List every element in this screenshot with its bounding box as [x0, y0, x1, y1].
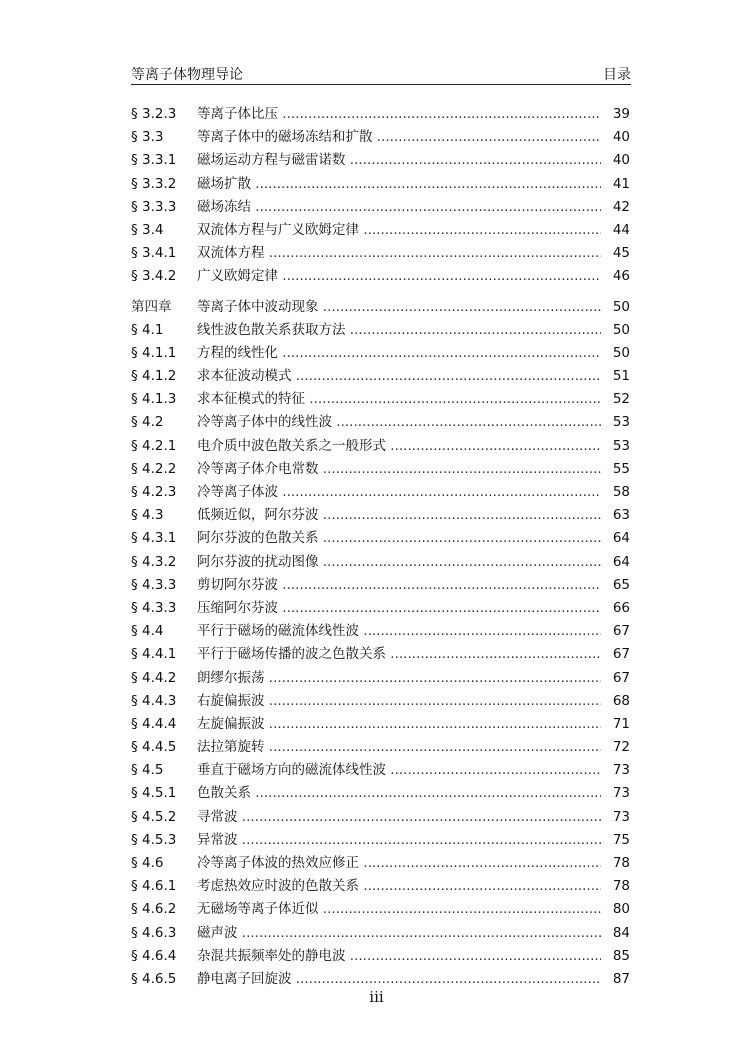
toc-entry — [131, 481, 631, 504]
toc-entry-page: 53 — [612, 414, 630, 431]
header-rule — [131, 84, 631, 85]
toc-entry-page: 44 — [612, 221, 630, 238]
toc-entry-number: § 4.1.1 — [131, 344, 177, 361]
toc-entry-title: 磁场冻结 ..... — [197, 196, 601, 219]
toc-entry-title: 静电离子回旋波 ..... — [197, 968, 601, 991]
toc-entry-title: 阿尔芬波的扰动图像 ..... — [197, 551, 601, 574]
toc-entry-page: 40 — [612, 152, 630, 169]
toc-entry-number: 第四章 — [131, 298, 172, 315]
toc-entry-title: 无磁场等离子体近似 ..... — [197, 898, 601, 921]
toc-entry-page: 52 — [612, 391, 630, 408]
toc-entry-title: 低频近似，阿尔芬波 ..... — [197, 504, 601, 527]
toc-entry-title: 等离子体中的磁场冻结和扩散 ..... — [197, 126, 601, 149]
toc-entry-number: § 4.1.3 — [131, 391, 177, 408]
toc-entry-title: 冷等离子体波的热效应修正 ..... — [197, 852, 601, 875]
toc-entry-page: 65 — [612, 576, 630, 593]
toc-entry-page: 67 — [612, 623, 630, 640]
toc-entry-title: 朗缪尔振荡 ..... — [197, 667, 601, 690]
toc-entry-page: 45 — [612, 245, 630, 262]
toc-entry — [131, 643, 631, 666]
toc-entry-page: 50 — [612, 344, 630, 361]
toc-entry-number: § 4.6 — [131, 855, 164, 871]
section-title: 目录 — [603, 67, 631, 83]
toc-entry — [131, 342, 631, 365]
toc-entry-title: 双流体方程 ..... — [197, 242, 601, 265]
toc-entry — [131, 782, 631, 805]
toc-entry-page: 55 — [612, 460, 630, 477]
toc-entry-page: 85 — [612, 947, 630, 964]
table-of-contents — [131, 103, 631, 991]
toc-entry — [131, 667, 631, 690]
toc-entry-number: § 4.4.5 — [131, 739, 177, 756]
toc-entry — [131, 103, 631, 126]
running-header — [131, 60, 631, 84]
toc-entry-number: § 3.3.2 — [131, 175, 177, 192]
toc-entry-title: 求本征模式的特征 ..... — [197, 388, 601, 411]
toc-entry — [131, 620, 631, 643]
toc-entry-title: 冷等离子体介电常数 ..... — [197, 458, 601, 481]
toc-entry-number: § 4.3 — [131, 507, 164, 524]
toc-entry-title: 磁场扩散 ..... — [197, 173, 601, 196]
toc-entry-page: 78 — [612, 855, 630, 871]
toc-entry — [131, 242, 631, 265]
toc-entry-number: § 4.4.4 — [131, 715, 177, 732]
toc-entry-number: § 4.6.4 — [131, 947, 177, 964]
toc-entry-number: § 3.4.1 — [131, 245, 177, 262]
toc-entry-title: 等离子体中波动现象 ..... — [197, 296, 601, 319]
toc-entry-number: § 4.2 — [131, 414, 164, 431]
toc-entry-number: § 3.3.1 — [131, 152, 177, 169]
toc-entry — [131, 265, 631, 288]
toc-entry-page: 67 — [612, 669, 630, 686]
toc-entry — [131, 852, 631, 875]
toc-entry-page: 53 — [612, 437, 630, 454]
toc-entry — [131, 458, 631, 481]
toc-entry-title: 右旋偏振波 ..... — [197, 690, 601, 713]
toc-entry-page: 75 — [612, 831, 630, 848]
toc-entry-title: 垂直于磁场方向的磁流体线性波 ..... — [197, 759, 601, 782]
toc-entry-title: 杂混共振频率处的静电波 ..... — [197, 945, 601, 968]
toc-entry — [131, 875, 631, 898]
toc-entry-number: § 3.3.3 — [131, 198, 177, 215]
toc-chapter-entry — [131, 296, 631, 319]
toc-entry-number: § 4.6.1 — [131, 878, 177, 895]
toc-entry-page: 66 — [612, 599, 630, 616]
toc-entry-page: 73 — [612, 808, 630, 825]
toc-entry-page: 73 — [612, 785, 630, 802]
toc-entry-page: 39 — [612, 106, 630, 122]
toc-entry-number: § 4.1 — [131, 321, 164, 338]
toc-entry-title: 电介质中波色散关系之一般形式 ..... — [197, 435, 601, 458]
toc-entry — [131, 435, 631, 458]
toc-entry-number: § 4.2.3 — [131, 484, 177, 500]
toc-entry-number: § 4.5.3 — [131, 831, 177, 848]
toc-entry-number: § 3.4 — [131, 221, 164, 238]
toc-entry-title: 冷等离子体波 ..... — [197, 481, 601, 504]
toc-entry-page: 50 — [612, 298, 630, 315]
toc-entry-number: § 4.4.3 — [131, 692, 177, 709]
toc-entry-title: 压缩阿尔芬波 ..... — [197, 597, 601, 620]
toc-entry — [131, 597, 631, 620]
toc-entry — [131, 196, 631, 219]
toc-entry-number: § 3.3 — [131, 129, 164, 146]
toc-entry — [131, 551, 631, 574]
toc-entry-page: 87 — [612, 970, 630, 987]
toc-entry-number: § 4.3.3 — [131, 599, 177, 616]
page-number: iii — [369, 988, 384, 1006]
toc-entry-page: 46 — [612, 268, 630, 285]
toc-entry-number: § 4.3.1 — [131, 530, 177, 547]
toc-entry — [131, 736, 631, 759]
toc-entry-title: 等离子体比压 ..... — [197, 103, 601, 126]
toc-entry-number: § 4.5.1 — [131, 785, 177, 802]
toc-entry-page: 80 — [612, 901, 630, 918]
toc-entry — [131, 829, 631, 852]
toc-entry-page: 68 — [612, 692, 630, 709]
toc-entry-number: § 4.1.2 — [131, 368, 177, 385]
toc-entry-number: § 3.4.2 — [131, 268, 177, 285]
toc-entry — [131, 574, 631, 597]
toc-entry-title: 平行于磁场传播的波之色散关系 ..... — [197, 643, 601, 666]
toc-entry-title: 冷等离子体中的线性波 ..... — [197, 411, 601, 434]
toc-entry-title: 磁场运动方程与磁雷诺数 ..... — [197, 149, 601, 172]
toc-entry-title: 阿尔芬波的色散关系 ..... — [197, 527, 601, 550]
toc-entry-page: 50 — [612, 321, 630, 338]
toc-entry — [131, 365, 631, 388]
toc-entry-number: § 4.2.2 — [131, 460, 177, 477]
toc-entry — [131, 922, 631, 945]
toc-entry-title: 法拉第旋转 ..... — [197, 736, 601, 759]
toc-entry-number: § 3.2.3 — [131, 106, 177, 122]
toc-entry-title: 剪切阿尔芬波 ..... — [197, 574, 601, 597]
toc-entry — [131, 898, 631, 921]
toc-entry — [131, 759, 631, 782]
toc-entry-number: § 4.3.2 — [131, 553, 177, 570]
toc-entry-page: 42 — [612, 198, 630, 215]
toc-entry-title: 平行于磁场的磁流体线性波 ..... — [197, 620, 601, 643]
toc-entry-title: 磁声波 ..... — [197, 922, 601, 945]
toc-entry — [131, 690, 631, 713]
toc-entry-number: § 4.6.3 — [131, 924, 177, 941]
toc-entry-number: § 4.2.1 — [131, 437, 177, 454]
toc-entry-title: 线性波色散关系获取方法 ..... — [197, 319, 601, 342]
toc-entry-title: 求本征波动模式 ..... — [197, 365, 601, 388]
toc-entry-number: § 4.6.5 — [131, 970, 177, 987]
toc-entry — [131, 126, 631, 149]
toc-entry-page: 58 — [612, 484, 630, 500]
toc-entry — [131, 173, 631, 196]
toc-entry — [131, 806, 631, 829]
toc-entry-number: § 4.4.1 — [131, 646, 177, 663]
toc-entry — [131, 713, 631, 736]
toc-entry-page: 64 — [612, 530, 630, 547]
toc-entry-number: § 4.3.3 — [131, 576, 177, 593]
toc-entry-title: 广义欧姆定律 ..... — [197, 265, 601, 288]
toc-entry-number: § 4.5.2 — [131, 808, 177, 825]
toc-entry-page: 41 — [612, 175, 630, 192]
book-title: 等离子体物理导论 — [131, 67, 243, 83]
toc-entry-title: 色散关系 ..... — [197, 782, 601, 805]
toc-entry-page: 72 — [612, 739, 630, 756]
toc-entry-page: 73 — [612, 762, 630, 779]
toc-entry-number: § 4.6.2 — [131, 901, 177, 918]
toc-entry — [131, 945, 631, 968]
toc-entry-number: § 4.4.2 — [131, 669, 177, 686]
toc-entry-page: 78 — [612, 878, 630, 895]
toc-entry-title: 考虑热效应时波的色散关系 ..... — [197, 875, 601, 898]
toc-entry-number: § 4.5 — [131, 762, 164, 779]
toc-entry-number: § 4.4 — [131, 623, 164, 640]
toc-entry — [131, 388, 631, 411]
toc-entry — [131, 411, 631, 434]
toc-entry-title: 方程的线性化 ..... — [197, 342, 601, 365]
toc-entry-page: 64 — [612, 553, 630, 570]
toc-entry — [131, 504, 631, 527]
toc-entry — [131, 319, 631, 342]
toc-entry — [131, 527, 631, 550]
toc-entry — [131, 149, 631, 172]
toc-entry-page: 63 — [612, 507, 630, 524]
toc-entry-page: 51 — [612, 368, 630, 385]
toc-entry-title: 异常波 ..... — [197, 829, 601, 852]
toc-entry-page: 67 — [612, 646, 630, 663]
toc-entry-title: 双流体方程与广义欧姆定律 ..... — [197, 219, 601, 242]
toc-entry-page: 40 — [612, 129, 630, 146]
toc-entry — [131, 219, 631, 242]
toc-entry-title: 寻常波 ..... — [197, 806, 601, 829]
toc-entry-page: 71 — [612, 715, 630, 732]
toc-entry-page: 84 — [612, 924, 630, 941]
toc-entry-title: 左旋偏振波 ..... — [197, 713, 601, 736]
